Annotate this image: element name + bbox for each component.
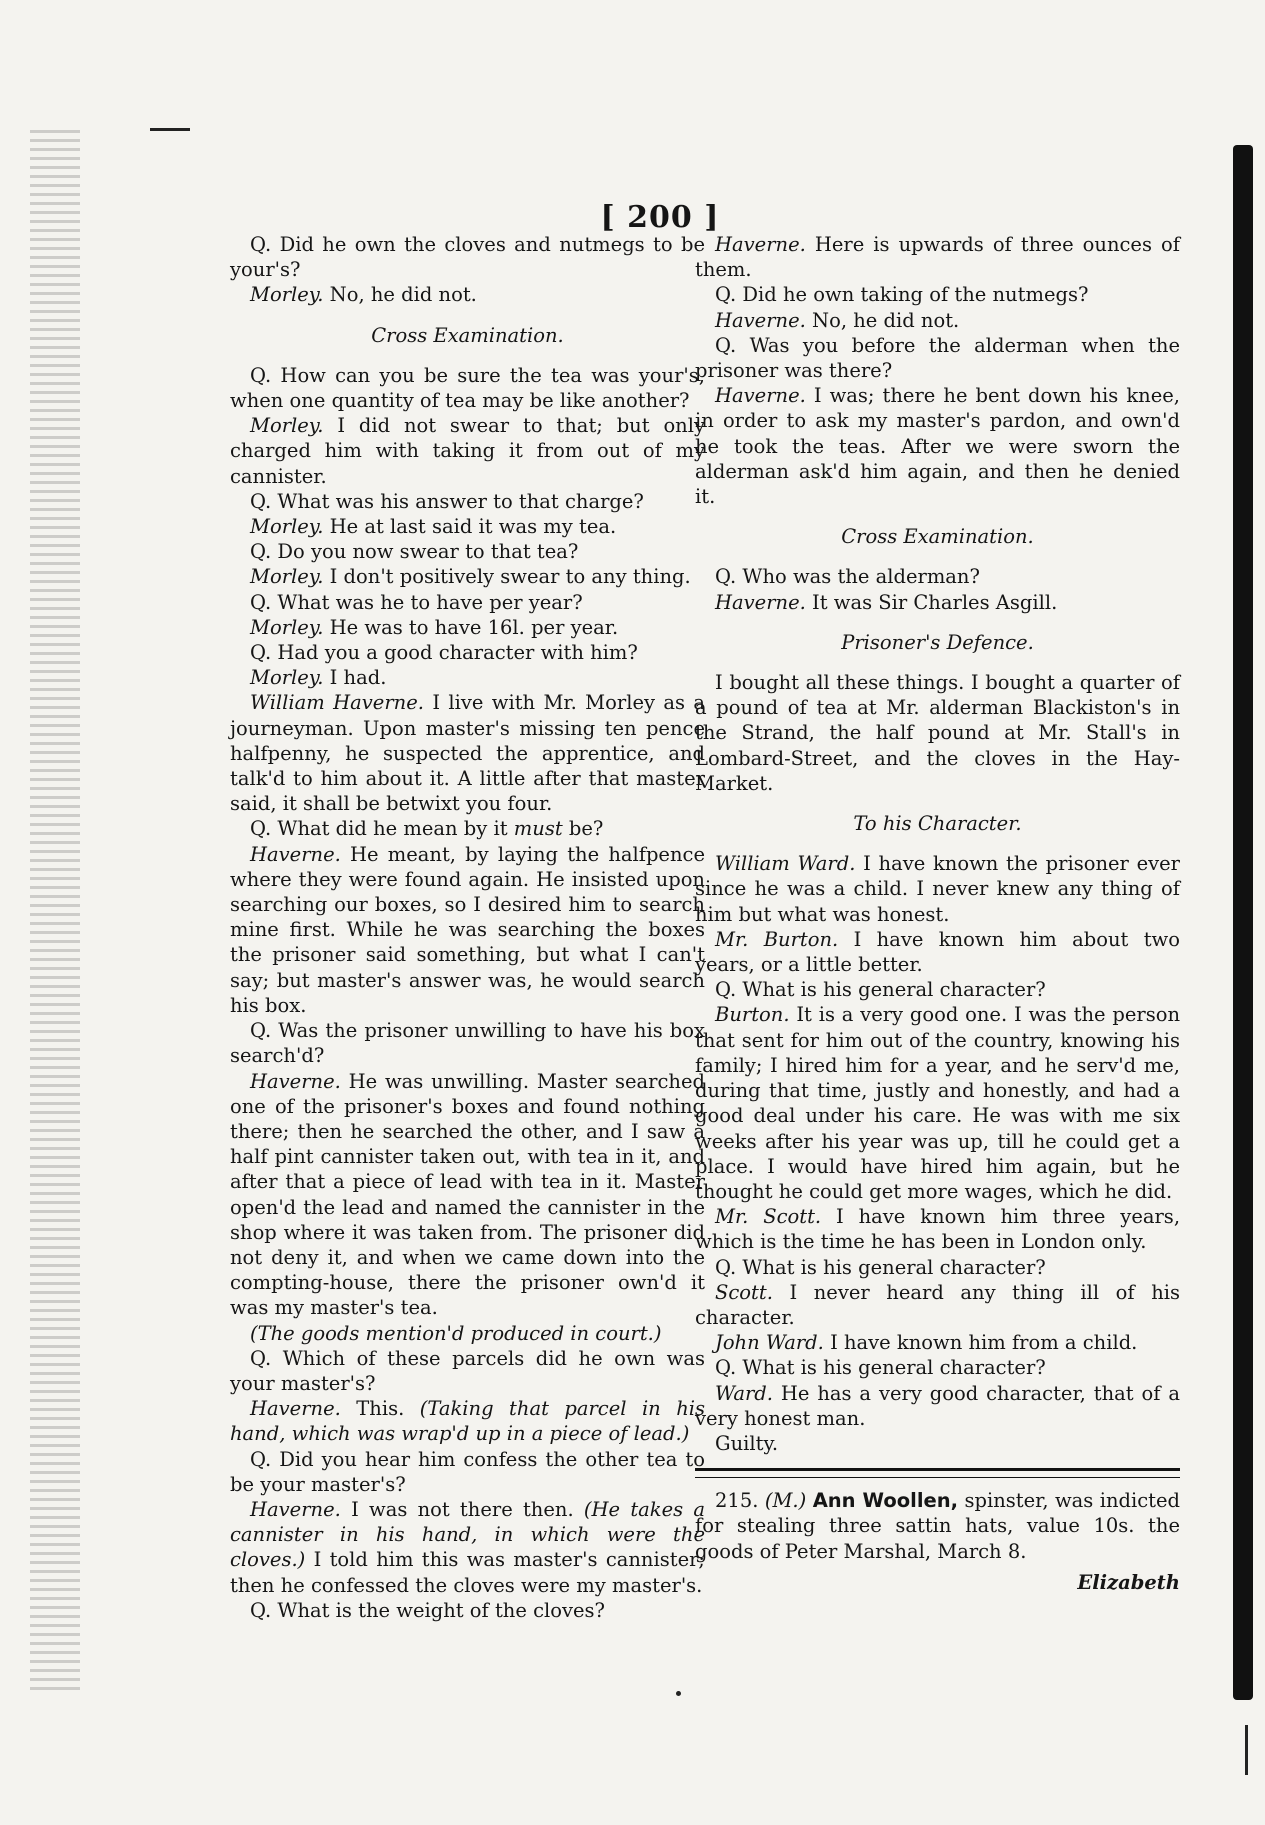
speaker: Haverne. [715,384,806,408]
paragraph [695,308,1180,333]
speaker: Burton. [715,1003,790,1027]
section-heading: Cross Examination. [371,323,564,347]
paragraph [695,1381,1180,1431]
speaker: Morley. [250,515,324,539]
testimony: I have known the prisoner ever since he was a child. I never knew any thing of him but what was honest. [695,852,1180,926]
paragraph [230,1396,705,1446]
speaker: Ward. [715,1381,773,1405]
paragraph: Q. What was he to have per year? [250,590,583,614]
paragraph [695,232,1180,282]
testimony: It is a very good one. I was the person that sent for him out of the country, knowing his family; I hired him for a year, and he serv'd me, during that time, justly and honestly, and had a good deal under his care. He was with me six weeks after his year was up, till he could get a place. I would have hired him again, but he thought he could get more wages, which he did. [695,1003,1180,1203]
paragraph: Q. Was the prisoner unwilling to have his box search'd? [230,1019,705,1068]
section-heading: Cross Examination. [841,525,1034,549]
paragraph [695,1280,1180,1330]
paragraph [230,1497,705,1598]
catchword: Elizabeth [1077,1570,1180,1594]
paragraph [230,615,705,640]
paragraph [695,851,1180,927]
stage-direction: (He takes a cannister in his hand, in which were the cloves.) [230,1497,706,1572]
stage-direction: (The goods mention'd produced in court.) [250,1321,662,1345]
page-edge-shadow [1233,145,1253,1700]
paragraph [695,1204,1180,1254]
testimony: It was Sir Charles Asgill. [812,590,1058,614]
testimony: This. [356,1397,405,1421]
testimony: He was unwilling. Master searched one of the prisoner's boxes and found nothing there; then he searched the other, and I saw a half pint cannister taken out, with tea in it, and after that a piece of lead with tea in it. Master open'd the lead and named the cannister in the shop where it was taken from. The prisoner did not deny it, and when we came down into the compting-house, there the prisoner own'd it was my master's tea. [230,1069,706,1320]
edge-mark [1245,1725,1248,1775]
speaker: Morley. [250,565,324,589]
speaker: Morley. [250,283,324,307]
section-heading: Prisoner's Defence. [841,630,1034,654]
speaker: Haverne. [250,1497,341,1521]
testimony: No, he did not. [812,308,960,332]
paragraph [695,1002,1180,1204]
paragraph: Q. What is his general character? [715,978,1046,1002]
paragraph: Q. Was you before the alderman when the prisoner was there? [695,333,1180,383]
paragraph [695,590,1180,615]
case-number: 215. [715,1489,759,1513]
testimony: I was not there then. [351,1497,574,1521]
speaker: Haverne. [250,842,341,866]
testimony: I had. [329,666,387,690]
speaker: Haverne. [715,308,806,332]
testimony: He has a very good character, that of a very honest man. [695,1381,1180,1430]
testimony: He was to have 16l. per year. [329,615,619,639]
testimony: I have known him about two years, or a little better. [695,927,1180,977]
paragraph: Q. What is the weight of the cloves? [250,1598,605,1622]
paragraph: Q. Had you a good character with him? [250,641,638,665]
question-text: Q. What did he mean by it [250,817,508,841]
paragraph [230,816,705,841]
testimony: He meant, by laying the halfpence where they were found again. He insisted upon searching our boxes, so I desired him to search mine first. While he was searching the boxes the prisoner said something, but what I can't say; but master's answer was, he would search his box. [230,842,705,1017]
speaker: Haverne. [715,233,806,256]
speaker: Mr. Burton. [715,927,839,951]
speaker: William Haverne. [250,691,424,715]
page-number: [ 200 ] [600,200,720,235]
paragraph [230,665,705,690]
paragraph: Q. What is his general character? [715,1255,1046,1279]
paragraph: Q. Who was the alderman? [715,565,980,589]
verdict: Guilty. [715,1431,779,1455]
speaker: Morley. [250,615,324,639]
paragraph: Q. Did he own the cloves and nutmegs to be your's? [230,233,705,282]
speaker: Scott. [715,1280,773,1304]
speaker: Haverne. [250,1069,341,1093]
paragraph [695,383,1180,509]
question-text: be? [568,817,604,841]
testimony: I have known him from a child. [830,1331,1138,1355]
paragraph [230,282,705,307]
paragraph: Q. Do you now swear to that tea? [250,540,579,564]
paragraph [230,1069,705,1321]
margin-mark [150,128,190,131]
right-column [695,232,1180,1595]
speaker: Mr. Scott. [715,1205,822,1229]
paragraph: Q. What is his general character? [715,1356,1046,1380]
testimony: I have known him three years, which is the time he has been in London only. [695,1205,1181,1254]
paragraph: Q. Did you hear him confess the other tea to be your master's? [230,1447,705,1496]
left-column [230,232,705,1623]
paragraph [230,564,705,589]
speaker: Morley. [250,414,324,438]
testimony: He at last said it was my tea. [329,515,617,539]
testimony: I was; there he bent down his knee, in order to ask my master's pardon, and own'd he took the teas. After we were sworn the alderman ask'd him again, and then he denied it. [695,384,1180,509]
defendant-name: Ann Woollen, [812,1489,959,1513]
testimony: I never heard any thing ill of his character. [695,1280,1180,1329]
testimony: I did not swear to that; but only charged him with taking it from out of my cannister. [230,414,705,488]
paragraph: Q. How can you be sure the tea was your's, when one quantity of tea may be like another? [230,363,705,413]
speaker: Haverne. [250,1397,341,1421]
paragraph: Q. Did he own taking of the nutmegs? [715,283,1089,307]
testimony: I told him this was master's cannister; then he confessed the cloves were my master's. [230,1548,705,1597]
section-heading: To his Character. [853,812,1022,836]
paragraph [695,927,1180,977]
indictment: spinster, was indicted for stealing three sattin hats, value 10s. the goods of Peter Marshal, March 8. [695,1489,1181,1563]
paragraph [230,690,705,816]
binding-gutter [30,130,80,1690]
speaker: William Ward. [715,852,856,876]
testimony: I live with Mr. Morley as a journeyman. Upon master's missing ten pence halfpenny, he suspected the apprentice, and talk'd to him about it. A little after that master said, it shall be betwixt you four. [230,691,705,816]
testimony: No, he did not. [329,283,477,307]
paragraph [230,842,705,1018]
testimony: Here is upwards of three ounces of them. [695,233,1180,282]
paragraph [230,413,705,489]
stage-direction: (Taking that parcel in his hand, which was wrap'd up in a piece of lead.) [230,1397,706,1446]
paragraph: Q. What was his answer to that charge? [250,489,644,513]
emphasis: must [513,817,563,841]
paragraph: I bought all these things. I bought a quarter of a pound of tea at Mr. alderman Blackiston's in the Strand, the half pound at Mr. Stall's in Lombard-Street, and the cloves in the Hay-Market. [695,671,1180,795]
speaker: Morley. [250,666,324,690]
paragraph [230,514,705,539]
case-divider [695,1468,1180,1478]
ink-spot [676,1691,681,1696]
testimony: I don't positively swear to any thing. [329,565,691,589]
case-code: (M.) [764,1489,807,1513]
speaker: John Ward. [715,1331,824,1355]
paragraph: Q. Which of these parcels did he own was your master's? [230,1346,705,1395]
paragraph [695,1330,1180,1355]
speaker: Haverne. [715,590,806,614]
case-entry [695,1488,1180,1564]
